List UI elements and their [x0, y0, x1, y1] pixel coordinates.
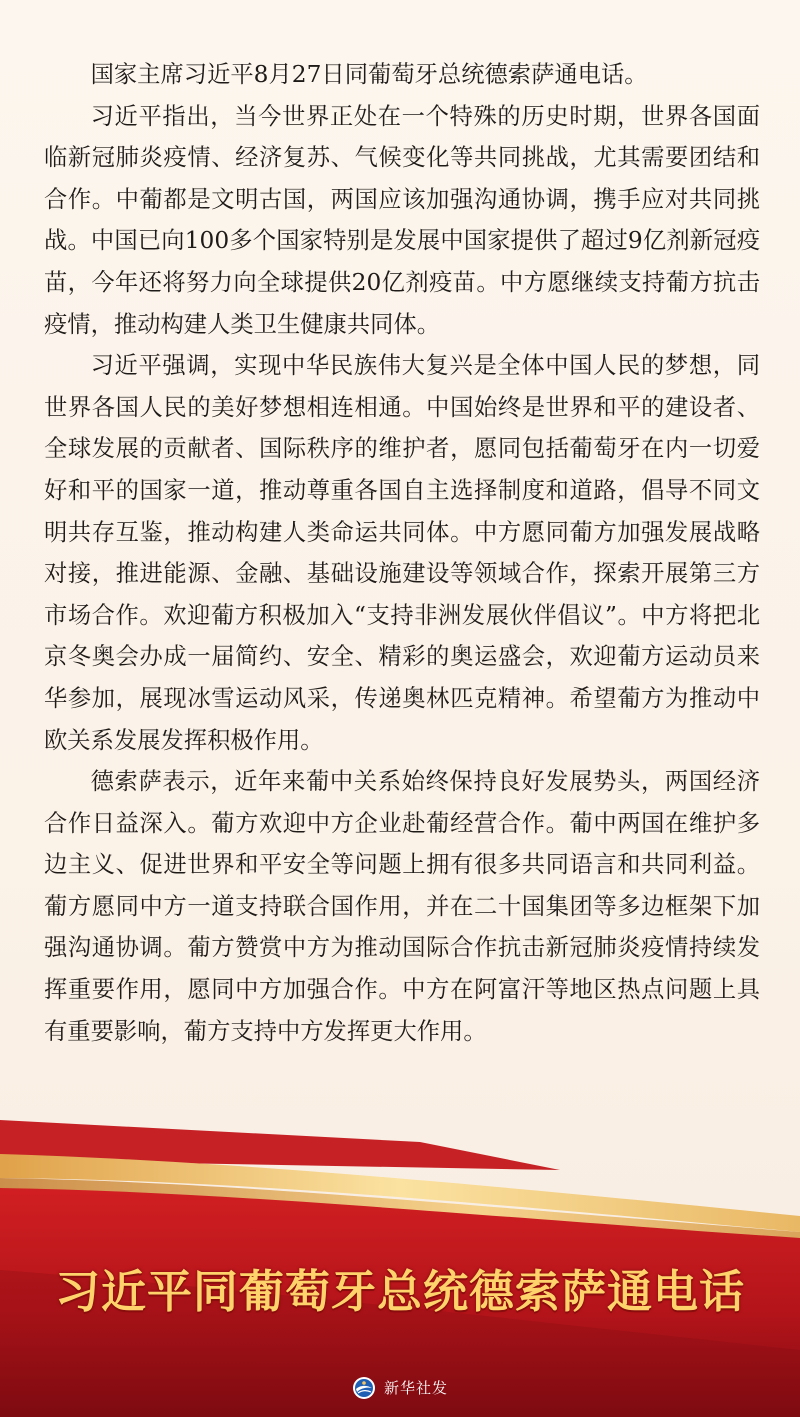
article-paragraph-3: 习近平强调，实现中华民族伟大复兴是全体中国人民的梦想，同世界各国人民的美好梦想相连相通。中国始终是世界和平的建设者、全球发展的贡献者、国际秩序的维护者，愿同包括葡萄牙在内一切爱好和平的国家一道，推动尊重各国自主选择制度和道路，倡导不同文明共存互鉴，推动构建人类命运共同体。中方愿同葡方加强发展战略对接，推进能源、金融、基础设施建设等领域合作，探索开展第三方市场合作。欢迎葡方积极加入“支持非洲发展伙伴倡议”。中方将把北京冬奥会办成一届简约、安全、精彩的奥运盛会，欢迎葡方运动员来华参加，展现冰雪运动风采，传递奥林匹克精神。希望葡方为推动中欧关系发展发挥积极作用。	[44, 352, 760, 754]
xinhua-globe-icon	[352, 1376, 376, 1400]
article-paragraph-1: 国家主席习近平8月27日同葡萄牙总统德索萨通电话。	[90, 61, 648, 88]
agency-credit	[352, 1374, 448, 1402]
headline-title: 习近平同葡萄牙总统德索萨通电话	[54, 1265, 745, 1318]
article-body	[44, 54, 760, 1052]
article-paragraph-2: 习近平指出，当今世界正处在一个特殊的历史时期，世界各国面临新冠肺炎疫情、经济复苏、气候变化等共同挑战，尤其需要团结和合作。中葡都是文明古国，两国应该加强沟通协调，携手应对共同挑战。中国已向100多个国家特别是发展中国家提供了超过9亿剂新冠疫苗，今年还将努力向全球提供20亿剂疫苗。中方愿继续支持葡方抗击疫情，推动构建人类卫生健康共同体。	[44, 102, 760, 338]
article-paragraph-4: 德索萨表示，近年来葡中关系始终保持良好发展势头，两国经济合作日益深入。葡方欢迎中方企业赴葡经营合作。葡中两国在维护多边主义、促进世界和平安全等问题上拥有很多共同语言和共同利益。葡方愿同中方一道支持联合国作用，并在二十国集团等多边框架下加强沟通协调。葡方赞赏中方为推动国际合作抗击新冠肺炎疫情持续发挥重要作用，愿同中方加强合作。中方在阿富汗等地区热点问题上具有重要影响，葡方支持中方发挥更大作用。	[44, 768, 760, 1045]
agency-name: 新华社发	[384, 1379, 449, 1397]
